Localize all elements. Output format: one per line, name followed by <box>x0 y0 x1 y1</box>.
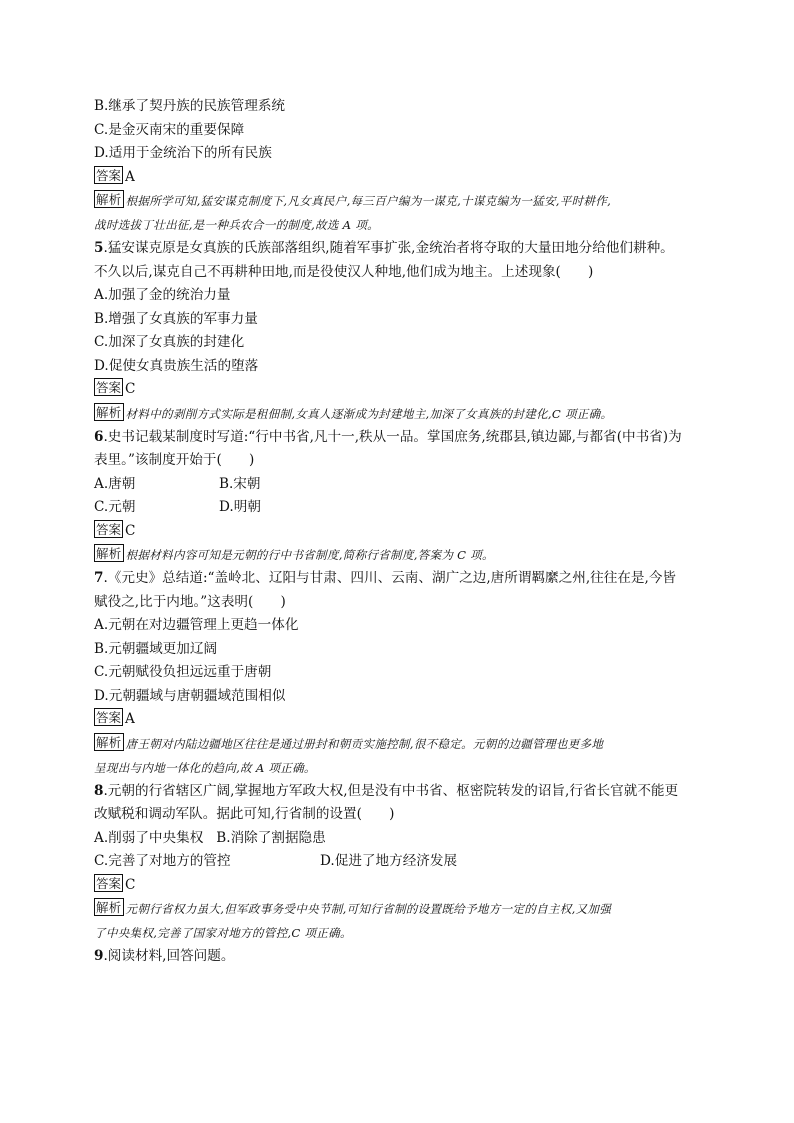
q7-option-b: B.元朝疆域更加辽阔 <box>94 640 218 657</box>
q7-option-c: C.元朝赋役负担远远重于唐朝 <box>94 664 272 680</box>
q5-number: 5 <box>94 240 104 256</box>
q4-explanation-line1: 根据所学可知,猛安谋克制度下,凡女真民户,每三百户编为一谋克,十谋克编为一猛安,平时耕作, <box>125 194 612 208</box>
q7-number: 7 <box>94 570 104 586</box>
q7-stem-line2: 赋役之,比于内地。”这表明( ) <box>94 593 286 610</box>
q6-explanation <box>94 543 704 567</box>
q7-explanation-line1: 唐王朝对内陆边疆地区往往是通过册封和朝贡实施控制,很不稳定。元朝的边疆管理也更多地 <box>125 736 604 751</box>
q5-explanation-line1: 材料中的剥削方式实际是租佃制,女真人逐渐成为封建地主,加深了女真族的封建化,C 项正确。 <box>125 406 613 421</box>
q6-answer-row <box>94 520 704 544</box>
q6-stem-line2: 表里。”该制度开始于( ) <box>94 452 255 468</box>
q6-explanation-line1: 根据材料内容可知是元朝的行中书省制度,简称行省制度,答案为 C 项。 <box>125 548 494 562</box>
answer-tag: 答案 <box>96 521 122 537</box>
q8-number: 8 <box>94 782 104 799</box>
q4-answer-row <box>94 166 704 190</box>
answer-tag: 答案 <box>96 167 122 183</box>
explanation-tag: 解析 <box>96 734 122 750</box>
q4-answer: A <box>125 168 135 185</box>
q5-explanation <box>94 402 704 426</box>
q4-option-b: B.继承了契丹族的民族管理系统 <box>94 98 286 114</box>
answer-tag: 答案 <box>96 710 122 725</box>
q7-option-d: D.元朝疆域与唐朝疆域范围相似 <box>94 687 286 704</box>
q7-option-a: A.元朝在对边疆管理上更趋一体化 <box>94 617 299 633</box>
q7-explanation <box>94 732 704 780</box>
q8-option-d: D.促进了地方经济发展 <box>320 853 458 869</box>
q8-stem <box>94 780 704 804</box>
q9-number: 9 <box>94 948 104 964</box>
q5-option-c: C.加深了女真族的封建化 <box>94 334 245 350</box>
q4-explanation <box>94 189 704 237</box>
explanation-tag: 解析 <box>96 192 122 207</box>
q7-stem-line1: .《元史》总结道:“盖岭北、辽阳与甘肃、四川、云南、湖广之边,唐所谓羁縻之州,往往在是,今皆 <box>103 570 677 586</box>
q6-answer: C <box>125 522 136 539</box>
q8-option-c: C.完善了对地方的管控 <box>94 853 231 869</box>
answer-tag: 答案 <box>96 380 122 395</box>
q8-answer-row <box>94 874 704 898</box>
q8-options-row1 <box>94 827 704 851</box>
q6-stem-line1: .史书记载某制度时写道:“行中书省,凡十一,秩从一品。掌国庶务,统郡县,镇边鄙,与都省(中书省)为 <box>103 428 682 445</box>
document-page <box>94 95 704 969</box>
q6-stem <box>94 426 704 450</box>
q7-answer-row <box>94 708 704 732</box>
q4-explanation-line2: 战时选拔丁壮出征,是一种兵农合一的制度,故选 A 项。 <box>94 218 379 232</box>
q9-stem <box>94 945 704 969</box>
q7-answer: A <box>125 711 135 727</box>
q5-stem-line2: 不久以后,谋克自己不再耕种田地,而是役使汉人种地,他们成为地主。上述现象( ) <box>94 263 594 280</box>
q5-stem <box>94 237 704 261</box>
q8-options-row2 <box>94 850 704 874</box>
q6-option-d: D.明朝 <box>219 499 261 515</box>
q8-stem-line1: .元朝的行省辖区广阔,掌握地方军政大权,但是没有中书省、枢密院转发的诏旨,行省长官就不能更 <box>103 782 679 799</box>
q6-option-c: C.元朝 <box>94 499 136 515</box>
q8-stem-line2: 改赋税和调动军队。据此可知,行省制的设置( ) <box>94 806 395 822</box>
q8-option-a: A.削弱了中央集权 <box>94 829 204 846</box>
q4-option-c: C.是金灭南宋的重要保障 <box>94 121 245 138</box>
q6-number: 6 <box>94 428 104 445</box>
q8-answer: C <box>125 876 136 893</box>
q8-explanation <box>94 897 704 945</box>
q6-option-a: A.唐朝 <box>94 475 136 492</box>
q6-options-row1 <box>94 473 704 497</box>
q6-options-row2 <box>94 496 704 520</box>
q5-answer: C <box>125 381 136 397</box>
q5-stem-line1: .猛安谋克原是女真族的氏族部落组织,随着军事扩张,金统治者将夺取的大量田地分给他们耕种。 <box>103 240 674 256</box>
q5-option-b: B.增强了女真族的军事力量 <box>94 310 258 327</box>
explanation-tag: 解析 <box>96 900 122 915</box>
q6-option-b: B.宋朝 <box>219 475 261 492</box>
q7-explanation-line2: 呈现出与内地一体化的趋向,故 A 项正确。 <box>94 760 316 775</box>
q5-answer-row <box>94 378 704 402</box>
q7-stem <box>94 567 704 591</box>
q9-stem-line1: .阅读材料,回答问题。 <box>103 948 235 964</box>
q5-option-d: D.促使女真贵族生活的堕落 <box>94 357 259 374</box>
answer-tag: 答案 <box>96 875 122 891</box>
q8-explanation-line1: 元朝行省权力虽大,但军政事务受中央节制,可知行省制的设置既给予地方一定的自主权,又加强 <box>125 902 612 916</box>
q5-option-a: A.加强了金的统治力量 <box>94 287 231 303</box>
q8-option-b: B.消除了割据隐患 <box>216 829 326 846</box>
q4-option-d: D.适用于金统治下的所有民族 <box>94 145 272 161</box>
q8-explanation-line2: 了中央集权,完善了国家对地方的管控,C 项正确。 <box>94 926 352 940</box>
explanation-tag: 解析 <box>96 404 122 420</box>
explanation-tag: 解析 <box>96 546 122 561</box>
